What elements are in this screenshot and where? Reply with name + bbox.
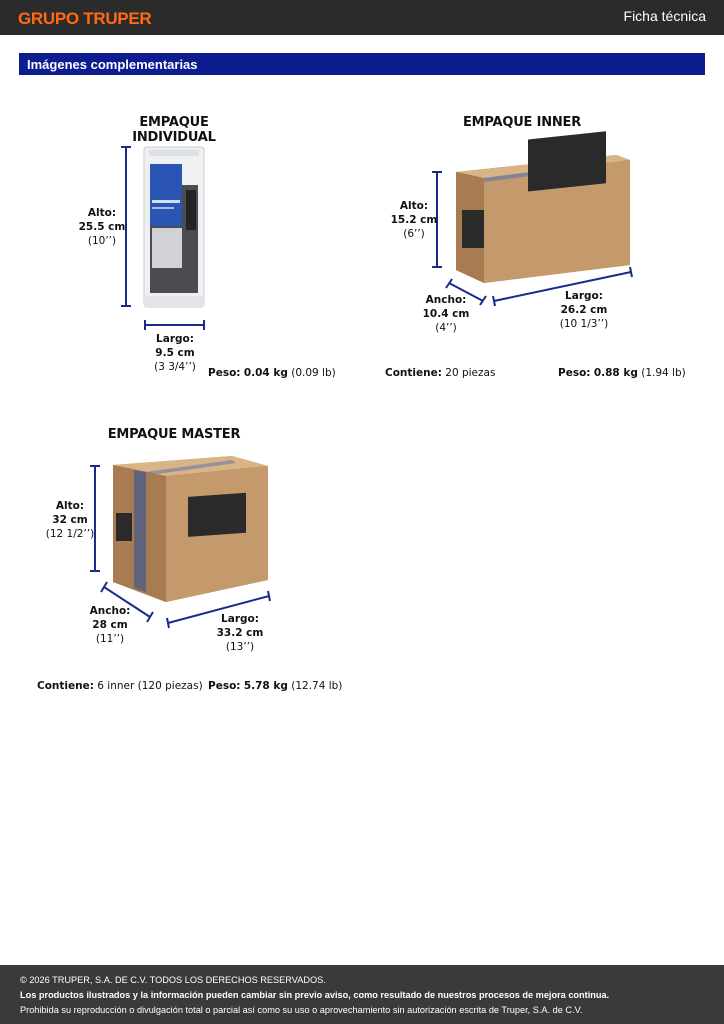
individual-peso-metric: 0.04 kg (243, 367, 288, 379)
inner-alto-caption: Alto: (399, 200, 429, 212)
footer-legal: Prohibida su reproducción o divulgación total o parcial así como su uso o aprovechamiento sin autorización escrita de Truper, S.A. de C.V. (20, 1005, 583, 1015)
inner-package-title: EMPAQUE INNER (462, 115, 582, 130)
inner-ancho-imperial: (4’’) (435, 322, 457, 334)
individual-alto-imperial: (10’’) (87, 235, 117, 247)
master-peso-metric: 5.78 kg (243, 680, 288, 692)
master-largo-caption: Largo: (221, 613, 259, 625)
master-package-title: EMPAQUE MASTER (107, 427, 241, 442)
individual-largo-metric: 9.5 cm (155, 347, 195, 359)
master-largo-imperial: (13’’) (225, 641, 255, 653)
inner-largo-caption: Largo: (565, 290, 603, 302)
master-alto-caption: Alto: (55, 500, 85, 512)
master-ancho-caption: Ancho: (89, 605, 131, 617)
master-peso-imperial: (12.74 lb) (291, 680, 343, 692)
inner-ancho-label (416, 293, 476, 335)
inner-contiene-value: 20 piezas (445, 367, 496, 379)
master-largo-label (208, 612, 272, 654)
inner-peso (558, 367, 686, 379)
inner-alto-metric: 15.2 cm (390, 214, 438, 226)
individual-bag-image (144, 147, 204, 307)
individual-peso-label: Peso: (208, 367, 241, 379)
inner-ancho-metric: 10.4 cm (422, 308, 470, 320)
individual-largo-dimension-line (145, 320, 204, 330)
master-ancho-label (82, 604, 138, 646)
inner-largo-metric: 26.2 cm (560, 304, 608, 316)
master-contiene-value: 6 inner (120 piezas) (97, 680, 203, 692)
master-peso-label: Peso: (208, 680, 241, 692)
master-contiene-label: Contiene: (37, 680, 94, 692)
brand-logo: GRUPO TRUPER (18, 9, 152, 28)
inner-largo-imperial: (10 1/3’’) (559, 318, 609, 330)
individual-alto-label (72, 206, 132, 248)
inner-ancho-caption: Ancho: (425, 294, 467, 306)
document-type: Ficha técnica (623, 8, 706, 24)
inner-alto-imperial: (6’’) (403, 228, 425, 240)
master-alto-imperial: (12 1/2’’) (45, 528, 95, 540)
master-alto-label (44, 499, 96, 541)
individual-peso (208, 367, 336, 379)
section-title: Imágenes complementarias (27, 57, 198, 72)
master-alto-metric: 32 cm (52, 514, 88, 526)
master-contiene (37, 680, 203, 692)
footer-notice: Los productos ilustrados y la información pueden cambiar sin previo aviso, como resultado de nuestros procesos de mejora continua. (20, 990, 610, 1000)
individual-package-title: EMPAQUE INDIVIDUAL (132, 115, 216, 145)
footer-copyright: © 2026 TRUPER, S.A. DE C.V. TODOS LOS DERECHOS RESERVADOS. (20, 975, 326, 985)
inner-alto-label (386, 199, 442, 241)
footer (0, 965, 724, 1024)
inner-peso-imperial: (1.94 lb) (641, 367, 686, 379)
inner-peso-label: Peso: (558, 367, 591, 379)
master-box-image (113, 456, 268, 602)
master-peso (208, 680, 342, 692)
inner-contiene-label: Contiene: (385, 367, 442, 379)
inner-box-image (456, 131, 630, 283)
inner-largo-label (550, 289, 618, 331)
master-largo-metric: 33.2 cm (216, 627, 264, 639)
individual-largo-imperial: (3 3/4’’) (154, 361, 196, 373)
inner-peso-metric: 0.88 kg (593, 367, 638, 379)
individual-alto-metric: 25.5 cm (78, 221, 126, 233)
inner-contiene (385, 367, 495, 379)
individual-largo-label (143, 332, 207, 374)
master-ancho-metric: 28 cm (92, 619, 128, 631)
individual-largo-caption: Largo: (156, 333, 194, 345)
individual-peso-imperial: (0.09 lb) (291, 367, 336, 379)
master-ancho-imperial: (11’’) (95, 633, 125, 645)
individual-alto-caption: Alto: (87, 207, 117, 219)
